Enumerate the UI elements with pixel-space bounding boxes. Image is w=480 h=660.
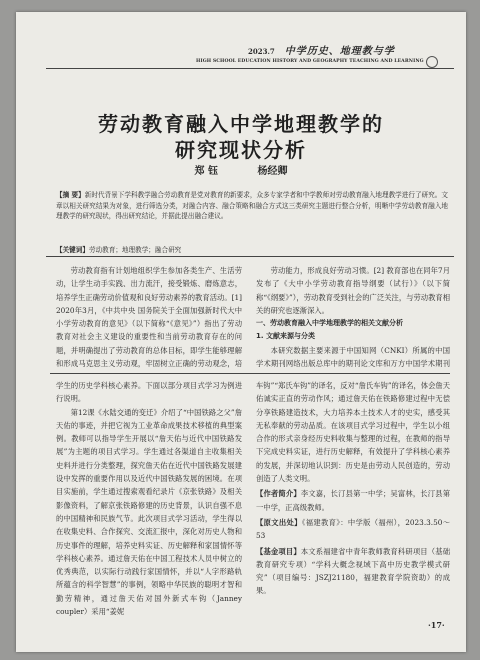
journal-english-name: HIGH SCHOOL EDUCATION HISTORY AND GEOGRAPHY TEACHING AND LEARNING	[196, 59, 424, 64]
keywords-text: 劳动教育；地理教学；融合研究	[88, 246, 182, 254]
body-paragraph: 劳动能力，形成良好劳动习惯。[2] 教育部也在同年7月发布了《大中小学劳动教育指导纲要（试行）》（以下简称“《纲要》”），劳动教育受到社会的广泛关注，与劳动教育相关的研究也逐渐深入。	[256, 266, 450, 315]
author-info-block	[256, 487, 450, 597]
source-info	[256, 516, 450, 543]
source-label: 【原文出处】	[256, 517, 302, 527]
abstract-rule	[46, 256, 454, 257]
continuation-column-left	[56, 379, 242, 621]
running-header	[248, 42, 458, 57]
journal-seal-icon	[426, 56, 438, 68]
subsection-heading: 1. 文献来源与分类	[256, 332, 315, 341]
article-title-line-1: 劳动教育融入中学地理教学的	[98, 112, 384, 136]
continuation-column-right	[256, 379, 450, 621]
journal-page	[16, 12, 466, 652]
keywords-label: 【关键词】	[56, 246, 89, 254]
body-paragraph: 本研究数据主要来源于中国知网（CNKI）所属的中国学术期刊网络出版总库中的期刊论文库和万方中国学术期刊	[256, 345, 450, 369]
article-column-right	[256, 264, 450, 371]
issue-number: 2023.7	[248, 47, 275, 56]
body-paragraph: 第12课《水陆交通的变迁》介绍了“中国铁路之父”詹天佑的事迹，并把它视为工业革命成果技术移植的典型案例。教师可以指导学生开展以“詹天佑与近代中国铁路发展”为主题的项目式学习。学生通过各渠道自主收集相关史料并进行分类整理，探究詹天佑在近代中国铁路发展建设中发挥的重要作用以及近代中国铁路发展的困境。在项目实施前，学生通过搜索观看纪录片《京张铁路》及相关影像资料，了解京张铁路修建的历史背景，认识自强不息的中国精神和民族气节。此次项目式学习活动，学生得以在收集史料、合作探究、交流汇报中，深化对历史人物和历史事件的理解，培养史料实证、历史解释和家国情怀等学科核心素养。通过詹天佑在中国工程技术人员中树立的优秀典范，以实际行动践行家国情怀，并以“人字形路轨所蕴含的科学智慧”的事例，领略中华民族的聪明才智和勤劳精神，通过詹天佑对国外新式车钩（Janney coupler）采用“姜妮	[56, 407, 242, 617]
article-column-left	[56, 264, 242, 371]
keywords	[56, 244, 448, 254]
header-rule	[46, 68, 454, 69]
article-title-line-2: 研究现状分析	[175, 138, 307, 162]
author-list	[16, 162, 466, 177]
article-separator	[50, 373, 450, 374]
journal-name: 中学历史、地理教与学	[284, 46, 395, 57]
source-text: 《福建教育》：中学版（福州），2023.3.50～53	[256, 517, 450, 541]
fund-info	[256, 545, 450, 598]
fund-text: 本文系福建省中青年教师教育科研项目（基础教育研究专项）“学科大概念视域下高中历史教学模式研究”（项目编号：JSZJ21180，福建教育学院资助）的成果。	[256, 546, 450, 596]
body-paragraph: 学生的历史学科核心素养。下面以部分项目式学习为例进行说明。	[56, 381, 242, 404]
author-info-label: 【作者简介】	[256, 489, 301, 499]
abstract	[56, 190, 448, 222]
page-number: ·17·	[428, 620, 445, 630]
section-heading: 一、劳动教育融入中学地理教学的相关文献分析	[256, 319, 403, 328]
author-name: 杨经卿	[257, 166, 288, 177]
body-paragraph: 车钩”“郑氏车钩”的译名，反对“詹氏车钩”的译名，体会詹天佑诚实正直的劳动作风；通过詹天佑在铁路修建过程中无偿分享铁路建造技术，大力培养本土技术人才的史实，感受其无私奉献的劳动品质。在该项目式学习过程中，学生以小组合作的形式亲身经历史料收集与整理的过程，在教师的指导下完成史料实证，进行历史解释，有效提升了学科核心素养的发展，并深切地认识到：历史是由劳动人民创造的，劳动创造了人类文明。	[256, 381, 450, 484]
fund-label: 【基金项目】	[256, 546, 301, 556]
abstract-text: 新时代背景下学科教学融合劳动教育是党对教育的新要求，众多专家学者和中学教师对劳动教育融入地理教学进行了研究。文章以相关研究结果为对象，进行筛选分类，对融合内容、融合策略和融合方式这三类研究主题进行整合分析，明晰中学劳动教育融入地理教学的研究现状，得出研究结论，并据此提出融合建议。	[56, 191, 449, 220]
author-info	[256, 487, 450, 514]
body-paragraph: 劳动教育指有计划地组织学生参加各类生产、生活劳动，让学生动手实践、出力流汗，接受锻炼、磨炼意志，培养学生正确劳动价值观和良好劳动素养的教育活动。[1] 2020年3月，《中共中央 国务院关于全面加强新时代大中小学劳动教育的意见》（以下简称“《意见》”）指出了劳动教育对社会主义建设的重要性和当前劳动教育存在的问题，并明确提出了劳动教育的总体目标，即学生能够理解和形成马克思主义劳动观，牢固树立正确的劳动观念，培	[56, 266, 242, 369]
author-name: 郑 钰	[194, 166, 218, 177]
author-info-text: 李文嘉，长汀县第一中学；吴富林，长汀县第一中学，正高级教师。	[256, 489, 450, 512]
abstract-label: 【摘 要】	[56, 191, 85, 199]
